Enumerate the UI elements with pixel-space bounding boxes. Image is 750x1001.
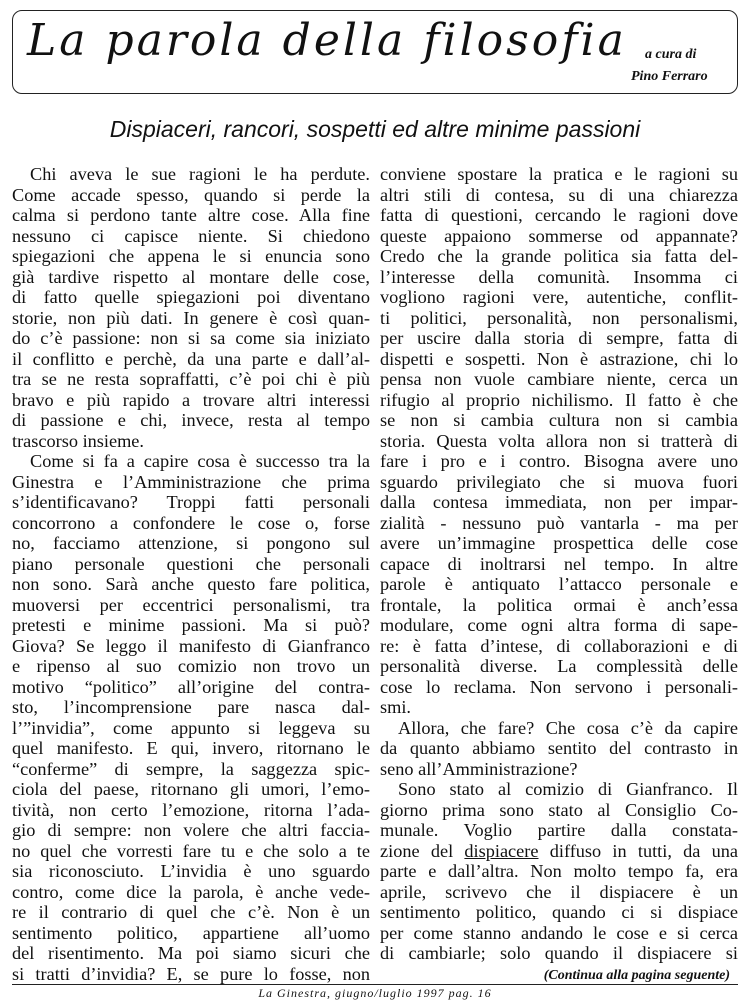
text-line: Giova? Se leggo il manifesto di Gianfranco — [12, 635, 370, 656]
text-line: “conferme” di sempre, la saggezza spic- — [12, 758, 370, 779]
text-line: il conflitto e perchè, da una parte e dall’al- — [12, 348, 370, 369]
text-line: storia. Questa volta allora non si tratterà di — [380, 430, 738, 451]
text-line: cose lo reclama. Non servono i personali- — [380, 676, 738, 697]
text-line: fatta di questioni, cercando le ragioni dove — [380, 205, 738, 225]
article-column-left — [12, 164, 370, 984]
curator-name: Pino Ferraro — [631, 69, 708, 84]
column-header-box — [12, 10, 738, 94]
text-line: del risentimento. Ma poi siamo sicuri che — [12, 943, 370, 963]
text-line: non sono. Sarà anche questo fare politica, — [12, 574, 370, 594]
text-line: parole è antiquato l’attacco personale e — [380, 574, 738, 594]
text-line: zialità - nessuno può vantarla - ma per — [380, 512, 738, 533]
text-line: concorrono a confondere le cose o, forse — [12, 512, 370, 533]
text-line: sentimento politico, quando ci si dispiace — [380, 902, 738, 922]
text-line: Come si fa a capire cosa è successo tra la — [30, 451, 370, 471]
text-line: calma si perdono tante altre cose. Alla fine — [12, 205, 370, 225]
text-line: ti politici, personalità, non personalismi, — [380, 307, 738, 328]
text-line: pretesti e minime passioni. Ma si può? — [12, 615, 370, 635]
text-line: vogliono ragioni vere, autentiche, conflit- — [380, 287, 738, 307]
text-line: smi. — [380, 697, 411, 717]
article-column-right — [380, 164, 738, 964]
text-line: piano personale questioni che personali — [12, 553, 370, 574]
text-line: ciola del paese, ritornano gli umori, l’emo- — [12, 779, 370, 799]
text-line: Ginestra e l’Amministrazione che prima — [12, 471, 370, 492]
text-line: dalla contesa immediata, non per impar- — [380, 492, 738, 512]
text-line: tività, non certo l’emozione, ritorna l’ada- — [12, 799, 370, 820]
text-line: capace di inoltrarsi nel tempo. In altre — [380, 553, 738, 574]
text-line: di cambiarle; solo quando il dispiacere si — [380, 943, 738, 963]
text-line: Allora, che fare? Che cosa c’è da capire — [398, 717, 738, 738]
text-line: giorno prima sono stato al Consiglio Co- — [380, 799, 738, 820]
text-fragment: zione del — [380, 840, 465, 861]
text-line: rifugio al proprio nichilismo. Il fatto è che — [380, 389, 738, 410]
text-line: da quanto abbiamo sentito del contrasto in — [380, 738, 738, 758]
article-title: Dispiaceri, rancori, sospetti ed altre minime passioni — [109, 116, 641, 142]
text-line: per uscire dalla storia di sempre, fatta di — [380, 328, 738, 348]
text-line: personalità diverse. La complessità delle — [380, 656, 738, 676]
text-line: l’interesse della comunità. Insomma ci — [380, 266, 738, 287]
text-line: aprile, scrivevo che il dispiacere è un — [380, 881, 738, 902]
text-line: muoversi per eccentrici personalismi, tra — [12, 594, 370, 615]
column-title: La parola della filosofia — [27, 15, 627, 66]
text-line: do c’è passione: non si sa come sia iniziato — [12, 328, 370, 348]
text-line: sguardo privilegiato che si muova fuori — [380, 471, 738, 492]
text-line: di passione e chi, invece, resta al tempo — [12, 410, 370, 430]
text-line: frontale, la politica ormai è anch’essa — [380, 594, 738, 615]
text-line: sto, l’incomprensione pare nasca dal- — [12, 697, 370, 717]
text-line: re: è fatta d’intese, di collaborazioni e di — [380, 635, 738, 656]
text-line: trascorso insieme. — [12, 430, 144, 451]
text-line: già tardive rispetto al montare delle cose, — [12, 266, 370, 287]
text-line: nessuno ci capisce niente. Si chiedono — [12, 225, 370, 246]
text-line: s’identificavano? Troppi fatti personali — [12, 492, 370, 512]
continued-note: (Continua alla pagina seguente) — [543, 968, 730, 983]
text-line: bravo e più rapido a trovare altri interessi — [12, 389, 370, 410]
text-line: si tratti d’invidia? E, se pure lo fosse, non — [12, 963, 370, 984]
text-line: per come stanno andando le cose e si cerca — [380, 922, 738, 943]
text-line: avere un’immagine prospettica delle cose — [380, 533, 738, 553]
text-line: Credo che la grande politica sia fatta del- — [380, 246, 738, 266]
text-line: sia riconosciuto. L’invidia è uno sguardo — [12, 861, 370, 881]
text-line: Sono stato al comizio di Gianfranco. Il — [398, 779, 738, 799]
text-line: dispetti e sospetti. Non è astrazione, chi lo — [380, 348, 738, 369]
text-line: motivo “politico” all’origine del contra- — [12, 676, 370, 697]
text-line: queste appaiono sommerse od appannate? — [380, 225, 738, 246]
text-line: quel manifesto. E qui, invero, ritornano le — [12, 738, 370, 758]
text-line: spiegazioni che appena le si enuncia sono — [12, 246, 370, 266]
text-line: storie, non più dati. In genere è così quan- — [12, 307, 370, 328]
text-line: Come accade spesso, quando si perde la — [12, 184, 370, 205]
text-line: di fatto quelle spiegazioni poi diventano — [12, 287, 370, 307]
text-line: no, facciamo attenzione, si pongono sul — [12, 533, 370, 553]
text-line: munale. Voglio partire dalla constata- — [380, 820, 738, 840]
text-line: seno all’Amministrazione? — [380, 758, 578, 779]
text-line: altri stili di contesa, su di una chiarezza — [380, 184, 738, 205]
text-line: modulare, come ogni altra forma di sape- — [380, 615, 738, 635]
text-line: no quel che vorresti fare tu e che solo a te — [12, 840, 370, 861]
text-line: re il contrario di quel che c’è. Non è un — [12, 902, 370, 922]
underlined-word: dispiacere — [464, 840, 539, 861]
text-line: parte e dall’altra. Non molto tempo fa, era — [380, 861, 738, 881]
page-footer: La Ginestra, giugno/luglio 1997 pag. 16 — [258, 986, 492, 1000]
text-line: Chi aveva le sue ragioni le ha perdute. — [30, 164, 370, 184]
text-line: gio di sempre: non volere che altri faccia- — [12, 820, 370, 840]
text-line: tra se ne resta sopraffatti, c’è poi chi è più — [12, 369, 370, 389]
text-line: l’”invidia”, come appunto si leggeva su — [12, 717, 370, 738]
text-line: pensa non vuole cambiare niente, cerca un — [380, 369, 738, 389]
text-line-with-underline — [380, 841, 738, 862]
text-fragment: diffuso in tutti, da una — [538, 840, 738, 861]
text-line: contro, come dice la parola, è anche vede- — [12, 881, 370, 902]
text-line: conviene spostare la pratica e le ragioni su — [380, 164, 738, 184]
text-line: sentimento politico, appartiene all’uomo — [12, 922, 370, 943]
text-line: e ripenso al suo comizio non trovo un — [12, 656, 370, 676]
text-line: fare i pro e i contro. Bisogna avere uno — [380, 451, 738, 471]
text-line: se non si cambia cultura non si cambia — [380, 410, 738, 430]
curated-by-label: a cura di — [645, 47, 697, 62]
footer-divider — [12, 984, 738, 985]
